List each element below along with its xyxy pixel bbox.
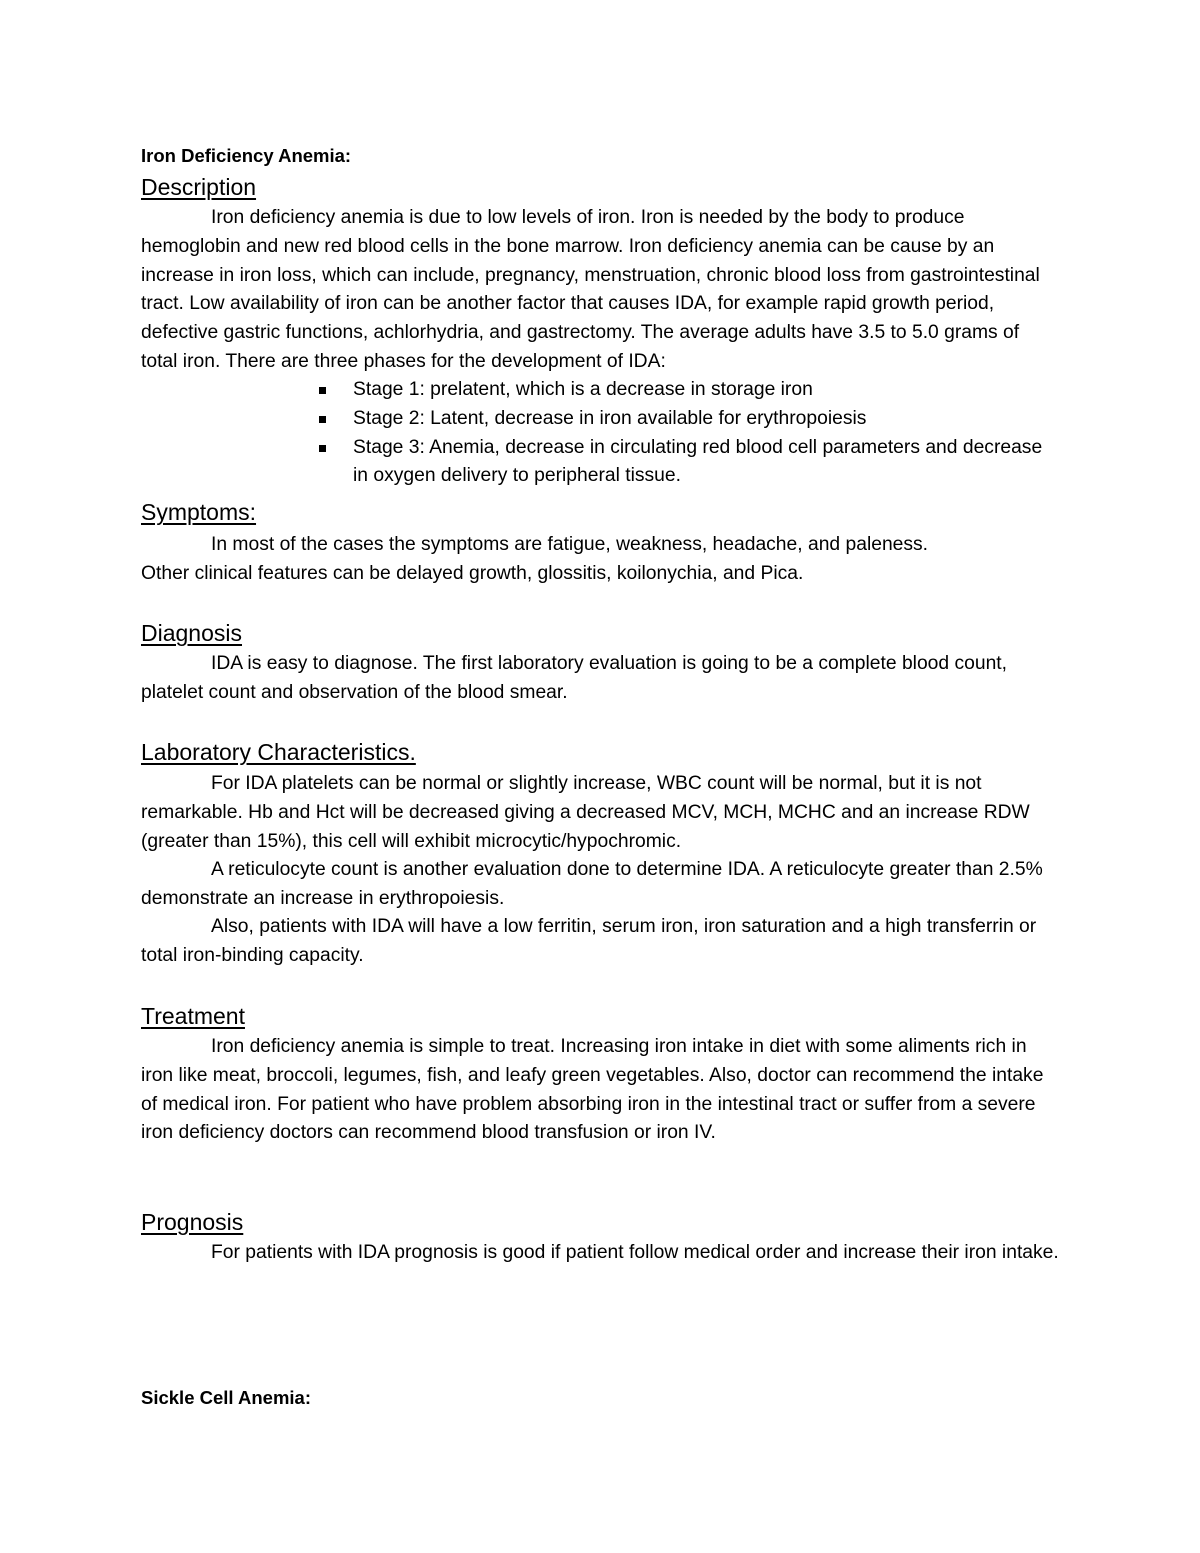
symptoms-paragraph-continued: Other clinical features can be delayed growth, glossitis, koilonychia, and Pica. (141, 563, 804, 584)
stage-text: Stage 1: prelatent, which is a decrease in storage iron (353, 379, 813, 400)
laboratory-paragraph-3: Also, patients with IDA will have a low ferritin, serum iron, iron saturation and a high transferrin or total iron-binding capacity. (141, 916, 1037, 966)
document-title: Iron Deficiency Anemia: (141, 145, 352, 166)
section-heading-prognosis: Prognosis (141, 1209, 244, 1235)
list-item (141, 405, 1059, 434)
laboratory-paragraph-1: For IDA platelets can be normal or slightly increase, WBC count will be normal, but it is not remarkable. Hb and Hct will be decreased giving a decreased MCV, MCH, MCHC and an increase RDW (greater than 15%), this cell will exhibit microcytic/hypochromic. (141, 773, 1030, 852)
description-paragraph: Iron deficiency anemia is due to low levels of iron. Iron is needed by the body to produce hemoglobin and new red blood cells in the bone marrow. Iron deficiency anemia can be cause by an increase in iron loss, which can include, pregnancy, menstruation, chronic blood loss from gastrointestinal tract. Low availability of iron can be another factor that causes IDA, for example rapid growth period, defective gastric functions, achlorhydria, and gastrectomy. The average adults have 3.5 to 5.0 grams of total iron. There are three phases for the development of IDA: (141, 207, 1040, 372)
square-bullet-icon (319, 387, 326, 394)
stage-text: Stage 2: Latent, decrease in iron available for erythropoiesis (353, 407, 867, 429)
section-heading-diagnosis: Diagnosis (141, 620, 242, 646)
symptoms-paragraph: In most of the cases the symptoms are fatigue, weakness, headache, and paleness. (211, 534, 929, 555)
treatment-paragraph: Iron deficiency anemia is simple to treat. Increasing iron intake in diet with some aliments rich in iron like meat, broccoli, legumes, fish, and leafy green vegetables. Also, doctor can recommend the intake of medical iron. For patient who have problem absorbing iron in the intestinal tract or suffer from a severe iron deficiency doctors can recommend blood transfusion or iron IV. (141, 1036, 1044, 1144)
stages-list (141, 376, 1059, 491)
diagnosis-paragraph: IDA is easy to diagnose. The first laboratory evaluation is going to be a complete blood count, platelet count and observation of the blood smear. (141, 653, 1008, 703)
stage-text: Stage 3: Anemia, decrease in circulating red blood cell parameters and decrease in oxygen delivery to peripheral tissue. (353, 436, 1043, 487)
list-item (141, 376, 1059, 405)
section-heading-symptoms: Symptoms: (141, 499, 257, 525)
square-bullet-icon (319, 416, 326, 423)
section-heading-description: Description (141, 174, 257, 200)
section-heading-laboratory: Laboratory Characteristics. (141, 739, 416, 765)
section-heading-treatment: Treatment (141, 1003, 245, 1029)
next-section-title: Sickle Cell Anemia: (141, 1387, 311, 1408)
square-bullet-icon (319, 445, 326, 452)
list-item (141, 434, 1059, 492)
prognosis-paragraph: For patients with IDA prognosis is good if patient follow medical order and increase their iron intake. (211, 1242, 1059, 1263)
laboratory-paragraph-2: A reticulocyte count is another evaluation done to determine IDA. A reticulocyte greater than 2.5% demonstrate an increase in erythropoiesis. (141, 859, 1043, 909)
